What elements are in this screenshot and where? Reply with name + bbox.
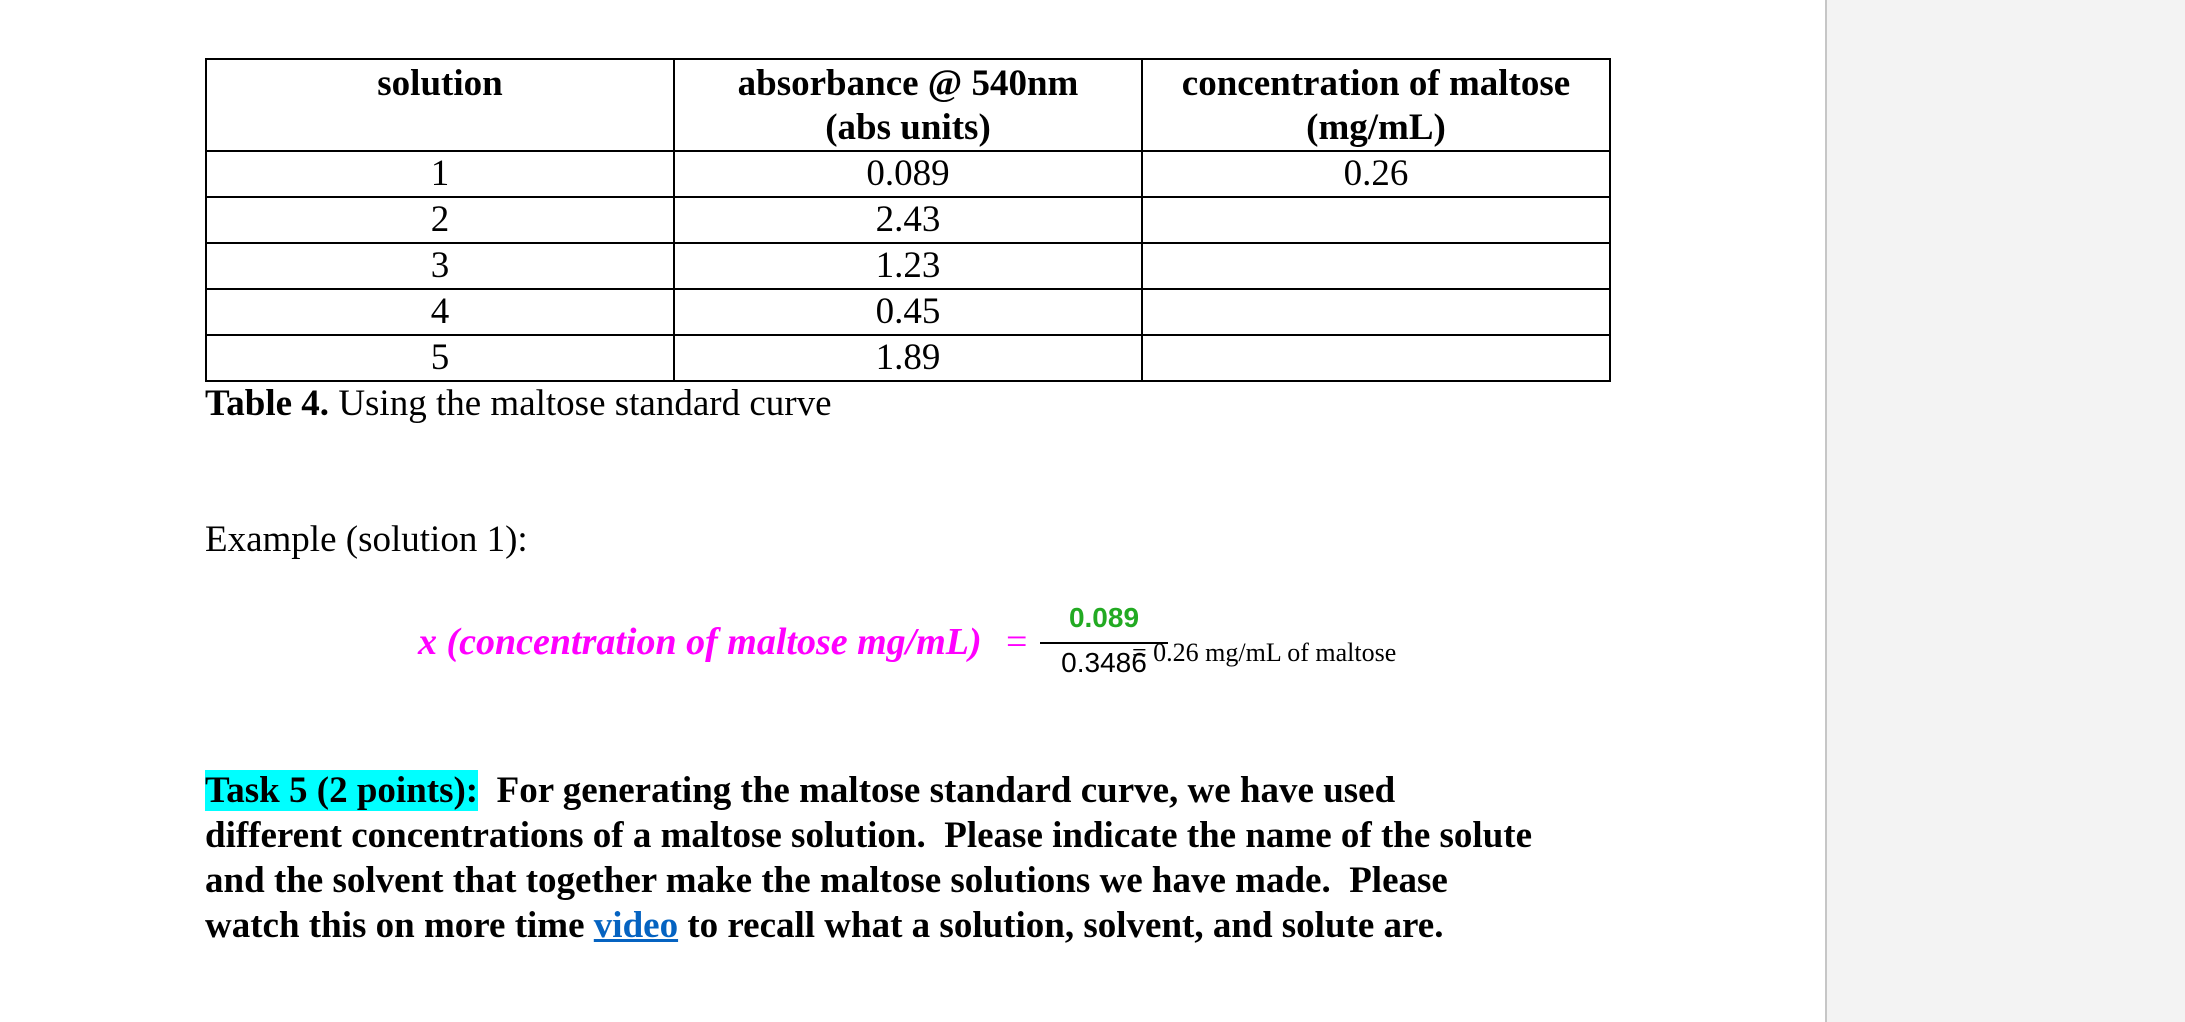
table-row [206,243,1610,289]
cell-absorbance: 0.45 [674,289,1142,335]
equation-equals-sign: = [1006,621,1028,663]
maltose-table [205,58,1611,382]
header-solution [206,59,674,151]
task-line-3: and the solvent that together make the maltose solutions we have made. Please [205,860,1448,901]
window-side-panel [1825,0,2185,1022]
equation-result: = 0.26 mg/mL of maltose [1132,638,1397,667]
table-row [206,289,1610,335]
task-label: Task 5 (2 points): [205,770,479,811]
cell-concentration [1142,289,1610,335]
cell-concentration [1142,197,1610,243]
table-row [206,335,1610,381]
header-concentration [1142,59,1610,151]
cell-absorbance: 1.89 [674,335,1142,381]
cell-concentration [1142,243,1610,289]
task-line-4 [205,903,1625,948]
task-paragraph [205,768,1625,948]
cell-concentration [1142,335,1610,381]
equation-lhs: x (concentration of maltose mg/mL) [418,621,982,663]
table-header-row [206,59,1610,151]
header-solution-line1: solution [377,63,503,104]
cell-solution: 4 [206,289,674,335]
cell-absorbance: 1.23 [674,243,1142,289]
header-concentration-line2: (mg/mL) [1306,107,1446,148]
task-line-2: different concentrations of a maltose solution. Please indicate the name of the solute [205,815,1533,856]
cell-solution: 5 [206,335,674,381]
table-caption [205,382,832,426]
task-text-4a: watch this on more time [205,905,594,946]
table-row [206,197,1610,243]
cell-absorbance: 2.43 [674,197,1142,243]
task-line-1 [205,768,1625,813]
header-concentration-line1: concentration of maltose [1181,63,1571,104]
task-text-1: For generating the maltose standard curve, we have used [478,770,1396,811]
header-absorbance-line2: (abs units) [825,107,991,148]
fraction-denominator: 0.3486 [1061,647,1147,678]
header-absorbance [674,59,1142,151]
cell-solution: 3 [206,243,674,289]
cell-concentration: 0.26 [1142,151,1610,197]
cell-absorbance: 0.089 [674,151,1142,197]
fraction-numerator: 0.089 [1068,602,1140,633]
example-label: Example (solution 1): [205,519,528,560]
cell-solution: 2 [206,197,674,243]
table-caption-text: Using the maltose standard curve [329,383,832,424]
table-row [206,151,1610,197]
task-text-4b: to recall what a solution, solvent, and solute are. [678,905,1444,946]
video-link[interactable]: video [593,905,679,946]
table-caption-label: Table 4. [205,383,330,424]
header-absorbance-line1: absorbance @ 540nm [737,63,1079,104]
cell-solution: 1 [206,151,674,197]
